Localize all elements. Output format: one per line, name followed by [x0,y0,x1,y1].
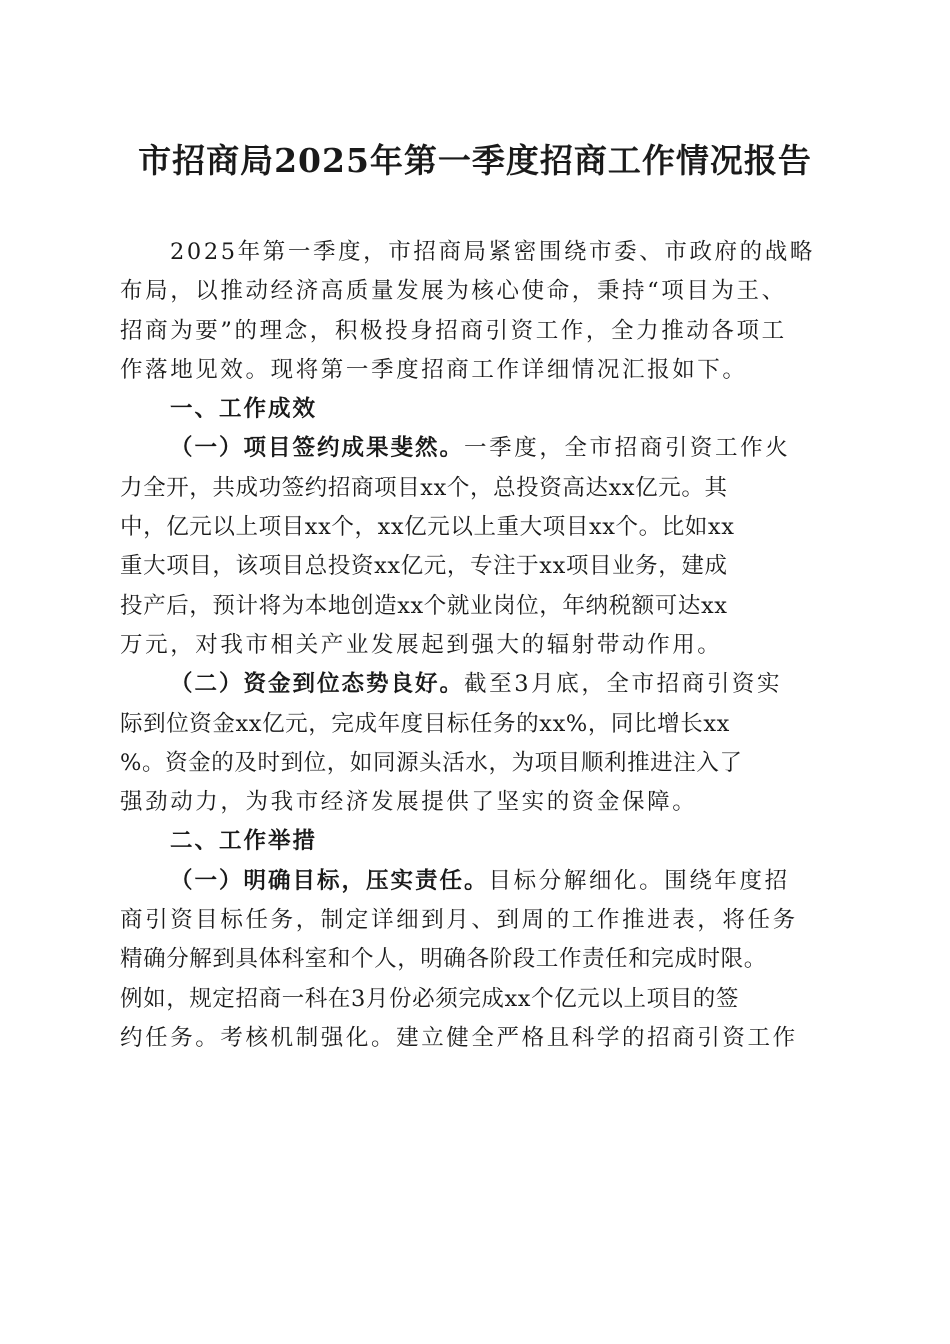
paragraph-line: （二）资金到位态势良好。截至3月底，全市招商引资实 [170,671,783,698]
subsection-lead: （一）项目签约成果斐然。 [170,435,465,462]
paragraph-line: 万元，对我市相关产业发展起到强大的辐射带动作用。 [120,631,723,658]
paragraph-line: 约任务。考核机制强化。建立健全严格且科学的招商引资工作 [120,1024,798,1051]
paragraph-line: 重大项目，该项目总投资xx亿元，专注于xx项目业务，建成 [120,553,728,580]
document-title: 市招商局2025年第一季度招商工作情况报告 [138,141,812,180]
paragraph-line: %。资金的及时到位，如同源头活水，为项目顺利推进注入了 [120,749,743,776]
paragraph-line: 作落地见效。现将第一季度招商工作详细情况汇报如下。 [120,356,748,383]
paragraph-line: 强劲动力，为我市经济发展提供了坚实的资金保障。 [120,789,698,816]
paragraph-line: 商引资目标任务，制定详细到月、到周的工作推进表，将任务 [120,907,798,934]
paragraph-line: 投产后，预计将为本地创造xx个就业岗位，年纳税额可达xx [120,592,728,619]
subsection-lead: （一）明确目标，压实责任。 [170,867,489,894]
subsection-lead: （二）资金到位态势良好。 [170,671,465,698]
paragraph-line: 力全开，共成功签约招商项目xx个，总投资高达xx亿元。其 [120,474,728,501]
paragraph-line: 例如，规定招商一科在3月份必须完成xx个亿元以上项目的签 [120,985,739,1012]
paragraph-line: （一）明确目标，压实责任。目标分解细化。围绕年度招 [170,867,790,894]
paragraph-line: （一）项目签约成果斐然。一季度，全市招商引资工作火 [170,435,791,462]
paragraph-line: 招商为要”的理念，积极投身招商引资工作，全力推动各项工 [120,317,787,344]
paragraph-line: 布局，以推动经济高质量发展为核心使命，秉持“项目为王、 [120,278,787,305]
section-heading: 二、工作举措 [170,828,318,855]
paragraph-line: 中，亿元以上项目xx个，xx亿元以上重大项目xx个。比如xx [120,514,735,541]
paragraph-line: 际到位资金xx亿元，完成年度目标任务的xx%，同比增长xx [120,710,730,737]
paragraph-line: 精确分解到具体科室和个人，明确各阶段工作责任和完成时限。 [120,946,767,973]
paragraph-line: 2025年第一季度，市招商局紧密围绕市委、市政府的战略 [170,239,815,265]
section-heading: 一、工作成效 [170,396,318,423]
document-body [120,233,830,1058]
